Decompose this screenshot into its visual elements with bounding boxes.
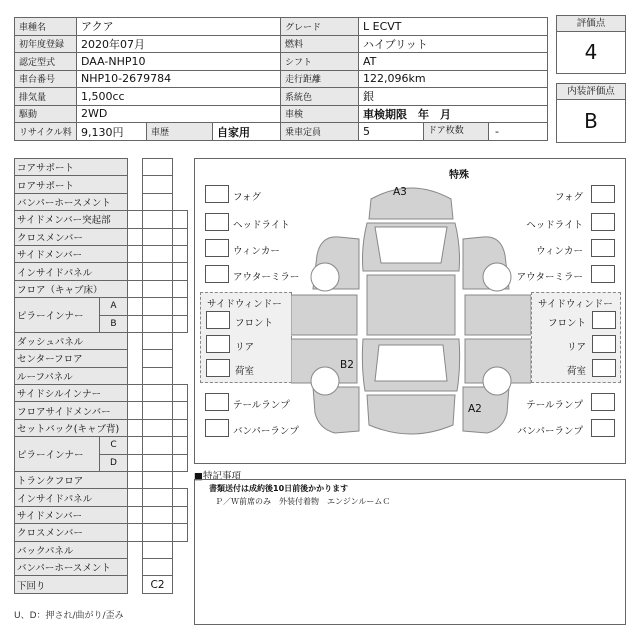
- recycle-fee-label: リサイクル料: [15, 123, 77, 141]
- parts-row: [15, 541, 188, 558]
- part-check-box: [143, 506, 173, 523]
- right-fog-label: フォグ: [554, 192, 583, 203]
- info-label: 系統色: [281, 88, 359, 106]
- info-label: シフト: [281, 53, 359, 71]
- info-value: AT: [359, 53, 548, 71]
- info-row: [15, 53, 548, 71]
- parts-row: [15, 472, 188, 489]
- parts-row: [15, 524, 188, 541]
- damage-mark-b2: B2: [340, 359, 354, 371]
- parts-row: [15, 506, 188, 523]
- part-label: バックパネル: [15, 541, 128, 558]
- left-cargo-window-label: 荷室: [235, 366, 255, 377]
- part-spacer: [173, 367, 188, 384]
- left-turn-signal-checkbox[interactable]: [205, 239, 229, 257]
- recycle-fee-value: 9,130円: [77, 123, 147, 141]
- parts-row: [15, 350, 188, 367]
- parts-row: [15, 402, 188, 419]
- info-label: 燃料: [281, 35, 359, 53]
- part-check-box: [143, 489, 173, 506]
- right-turn-signal-checkbox[interactable]: [591, 239, 615, 257]
- part-check-box: [143, 385, 173, 402]
- overall-grade-value: 4: [584, 40, 598, 64]
- right-bumper-lamp-label: バンパーランプ: [517, 426, 583, 437]
- car-damage-diagram: [194, 158, 626, 464]
- part-check-box: [128, 280, 143, 297]
- left-tail-lamp-checkbox[interactable]: [205, 393, 229, 411]
- part-check-box: [143, 367, 173, 384]
- part-label: サイドメンバー: [15, 245, 128, 262]
- part-spacer: [173, 350, 188, 367]
- part-label: クロスメンバー: [15, 228, 128, 245]
- left-turn-signal-label: ウィンカー: [233, 246, 280, 257]
- info-row: [15, 105, 548, 123]
- part-check-box: [143, 350, 173, 367]
- part-check-box: [128, 506, 143, 523]
- info-label: 車検: [281, 105, 359, 123]
- part-label: サイドメンバー突起部: [15, 211, 128, 228]
- part-label: ダッシュパネル: [15, 332, 128, 349]
- left-side-window-group: [200, 292, 292, 383]
- left-headlight-label: ヘッドライト: [233, 220, 290, 231]
- part-check-box: [128, 437, 143, 454]
- part-check-box: [128, 263, 143, 280]
- part-check-box: [173, 211, 188, 228]
- vehicle-info-table: [14, 17, 548, 141]
- part-check-box: [173, 228, 188, 245]
- part-check-box: [173, 524, 188, 541]
- part-check-box: [143, 298, 173, 315]
- part-check-box: [143, 159, 173, 176]
- part-spacer: [128, 558, 143, 575]
- info-label: 初年度登録: [15, 35, 77, 53]
- pillar-inner-label: ピラーインナー: [15, 437, 100, 472]
- part-check-box: [143, 437, 173, 454]
- history-label: 車歴: [147, 123, 213, 141]
- overall-grade-label: 評価点: [557, 16, 625, 32]
- part-check-box: [143, 176, 173, 193]
- part-label: インサイドパネル: [15, 489, 128, 506]
- part-check-box: [128, 298, 143, 315]
- part-label: フロア（キャブ床）: [15, 280, 128, 297]
- part-check-box: [173, 263, 188, 280]
- part-spacer: [128, 159, 143, 176]
- part-check-box: [143, 280, 173, 297]
- right-headlight-label: ヘッドライト: [526, 220, 583, 231]
- right-headlight-checkbox[interactable]: [591, 213, 615, 231]
- info-row: [15, 70, 548, 88]
- part-spacer: [128, 176, 143, 193]
- underbody-mark: C2: [143, 576, 173, 593]
- part-check-box: [143, 524, 173, 541]
- info-value: 122,096km: [359, 70, 548, 88]
- pillar-sub-label: B: [100, 315, 128, 332]
- part-check-box: [173, 245, 188, 262]
- part-spacer: [128, 332, 143, 349]
- left-side-window-title: サイドウィンドー: [207, 299, 282, 310]
- right-bumper-lamp-checkbox[interactable]: [591, 419, 615, 437]
- parts-row: [15, 211, 188, 228]
- info-value: NHP10-2679784: [77, 70, 281, 88]
- damage-legend: U、D：押され/曲がり/歪み: [14, 611, 124, 621]
- parts-row: [15, 385, 188, 402]
- right-mirror-checkbox[interactable]: [591, 265, 615, 283]
- info-row: [15, 88, 548, 106]
- left-tail-lamp-label: テールランプ: [233, 400, 290, 411]
- part-check-box: [128, 245, 143, 262]
- info-value: 2WD: [77, 105, 281, 123]
- notes-title: ■特記事項: [194, 471, 241, 482]
- info-label: 排気量: [15, 88, 77, 106]
- right-cargo-window-label: 荷室: [566, 366, 586, 377]
- right-tail-lamp-checkbox[interactable]: [591, 393, 615, 411]
- part-label: クロスメンバー: [15, 524, 128, 541]
- left-bumper-lamp-label: バンパーランプ: [233, 426, 299, 437]
- left-front-window-label: フロント: [235, 318, 274, 329]
- history-value: 自家用: [213, 123, 281, 141]
- info-value: ハイブリット: [359, 35, 548, 53]
- notes-line-1: 書類送付は成約後10日前後かかります: [209, 484, 349, 493]
- parts-row: [15, 245, 188, 262]
- parts-row: [15, 263, 188, 280]
- part-check-box: [143, 541, 173, 558]
- parts-row: [15, 280, 188, 297]
- doors-label: ドア枚数: [423, 123, 489, 140]
- special-title: 特殊: [449, 170, 469, 181]
- parts-row: [15, 367, 188, 384]
- part-label: サイドメンバー: [15, 506, 128, 523]
- part-spacer: [128, 367, 143, 384]
- part-label: サイドシルインナー: [15, 385, 128, 402]
- info-value: 1,500cc: [77, 88, 281, 106]
- part-check-box: [128, 419, 143, 436]
- info-value: 銀: [359, 88, 548, 106]
- part-label: ルーフパネル: [15, 367, 128, 384]
- parts-row: [15, 437, 188, 454]
- right-tail-lamp-label: テールランプ: [526, 400, 583, 411]
- info-label: 走行距離: [281, 70, 359, 88]
- part-spacer: [173, 472, 188, 489]
- part-check-box: [173, 419, 188, 436]
- part-check-box: [128, 402, 143, 419]
- left-mirror-checkbox[interactable]: [205, 265, 229, 283]
- part-check-box: [128, 524, 143, 541]
- part-check-box: [143, 558, 173, 575]
- pillar-sub-label: A: [100, 298, 128, 315]
- car-top-view: [291, 177, 531, 459]
- part-check-box: [143, 263, 173, 280]
- part-spacer: [173, 193, 188, 210]
- part-check-box: [173, 437, 188, 454]
- part-check-box: [143, 402, 173, 419]
- part-check-box: [143, 193, 173, 210]
- part-check-box: [143, 211, 173, 228]
- part-spacer: [173, 332, 188, 349]
- right-rear-window-label: リア: [566, 342, 586, 353]
- info-label: 認定型式: [15, 53, 77, 71]
- info-label: グレード: [281, 18, 359, 36]
- right-rear-window-checkbox[interactable]: [592, 335, 616, 353]
- part-spacer: [173, 576, 188, 593]
- doors-value: -: [495, 125, 499, 138]
- part-label: インサイドパネル: [15, 263, 128, 280]
- part-spacer: [173, 541, 188, 558]
- info-row: [15, 18, 548, 36]
- part-label: バンパーホースメント: [15, 193, 128, 210]
- left-front-window-checkbox[interactable]: [206, 311, 230, 329]
- parts-row: [15, 193, 188, 210]
- part-label: トランクフロア: [15, 472, 128, 489]
- part-check-box: [143, 228, 173, 245]
- right-cargo-window-checkbox[interactable]: [592, 359, 616, 377]
- parts-row: [15, 332, 188, 349]
- info-value: アクア: [77, 18, 281, 36]
- info-value: DAA-NHP10: [77, 53, 281, 71]
- parts-row: [15, 489, 188, 506]
- right-side-window-group: [531, 292, 621, 383]
- part-check-box: [173, 385, 188, 402]
- capacity-label: 乗車定員: [281, 123, 359, 141]
- part-spacer: [173, 159, 188, 176]
- part-check-box: [128, 489, 143, 506]
- interior-grade-box: [556, 83, 626, 143]
- part-check-box: [173, 454, 188, 471]
- part-spacer: [173, 176, 188, 193]
- left-cargo-window-checkbox[interactable]: [206, 359, 230, 377]
- info-value: 2020年07月: [77, 35, 281, 53]
- parts-row: [15, 228, 188, 245]
- part-label: センターフロア: [15, 350, 128, 367]
- right-turn-signal-label: ウィンカー: [536, 246, 583, 257]
- parts-row: [15, 176, 188, 193]
- part-label: バンパーホースメント: [15, 558, 128, 575]
- left-rear-window-checkbox[interactable]: [206, 335, 230, 353]
- part-spacer: [128, 541, 143, 558]
- part-check-box: [173, 298, 188, 315]
- part-check-box: [128, 454, 143, 471]
- left-bumper-lamp-checkbox[interactable]: [205, 419, 229, 437]
- part-label: セットバック(キャブ背): [15, 419, 128, 436]
- part-check-box: [173, 280, 188, 297]
- left-fog-label: フォグ: [233, 192, 262, 203]
- part-check-box: [143, 245, 173, 262]
- part-check-box: [128, 315, 143, 332]
- notes-box: [194, 479, 626, 625]
- part-check-box: [143, 332, 173, 349]
- right-front-window-checkbox[interactable]: [592, 311, 616, 329]
- part-check-box: [143, 419, 173, 436]
- part-spacer: [128, 193, 143, 210]
- part-check-box: [143, 315, 173, 332]
- part-check-box: [143, 472, 173, 489]
- part-check-box: [173, 315, 188, 332]
- left-headlight-checkbox[interactable]: [205, 213, 229, 231]
- part-label: コアサポート: [15, 159, 128, 176]
- right-side-window-title: サイドウィンドー: [538, 299, 613, 310]
- info-value: 車検期限 年 月: [359, 105, 548, 123]
- part-check-box: [173, 489, 188, 506]
- notes-line-2: Ｐ／Ｗ前席のみ 外装付着物 エンジンルームＣ: [215, 497, 391, 506]
- capacity-doors-cell: [359, 123, 548, 141]
- part-spacer: [128, 350, 143, 367]
- part-spacer: [128, 472, 143, 489]
- part-check-box: [143, 454, 173, 471]
- parts-row: [15, 419, 188, 436]
- part-check-box: [128, 211, 143, 228]
- right-fog-checkbox[interactable]: [591, 185, 615, 203]
- part-spacer: [173, 558, 188, 575]
- pillar-sub-label: D: [100, 454, 128, 471]
- left-fog-checkbox[interactable]: [205, 185, 229, 203]
- pillar-sub-label: C: [100, 437, 128, 454]
- parts-row: [15, 576, 188, 593]
- info-label: 駆動: [15, 105, 77, 123]
- part-label: フロアサイドメンバー: [15, 402, 128, 419]
- info-row: [15, 35, 548, 53]
- part-label: ロアサポート: [15, 176, 128, 193]
- parts-row: [15, 558, 188, 575]
- part-check-box: [173, 402, 188, 419]
- info-label: 車台番号: [15, 70, 77, 88]
- capacity-value: 5: [363, 125, 370, 138]
- part-check-box: [128, 385, 143, 402]
- info-label: 車種名: [15, 18, 77, 36]
- info-row: [15, 123, 548, 141]
- underbody-label: 下回り: [15, 576, 128, 593]
- parts-row: [15, 159, 188, 176]
- damage-mark-a2: A2: [468, 403, 482, 415]
- pillar-inner-label: ピラーインナー: [15, 298, 100, 333]
- info-value: L ECVT: [359, 18, 548, 36]
- damage-mark-a3: A3: [393, 186, 407, 198]
- interior-grade-value: B: [584, 109, 598, 133]
- overall-grade-box: [556, 15, 626, 74]
- frame-parts-table: [14, 158, 188, 594]
- left-rear-window-label: リア: [235, 342, 255, 353]
- right-front-window-label: フロント: [547, 318, 586, 329]
- part-spacer: [128, 576, 143, 593]
- part-check-box: [128, 228, 143, 245]
- interior-grade-label: 内装評価点: [557, 84, 625, 100]
- part-check-box: [173, 506, 188, 523]
- right-mirror-label: アウターミラー: [516, 272, 583, 283]
- left-mirror-label: アウターミラー: [233, 272, 300, 283]
- parts-row: [15, 298, 188, 315]
